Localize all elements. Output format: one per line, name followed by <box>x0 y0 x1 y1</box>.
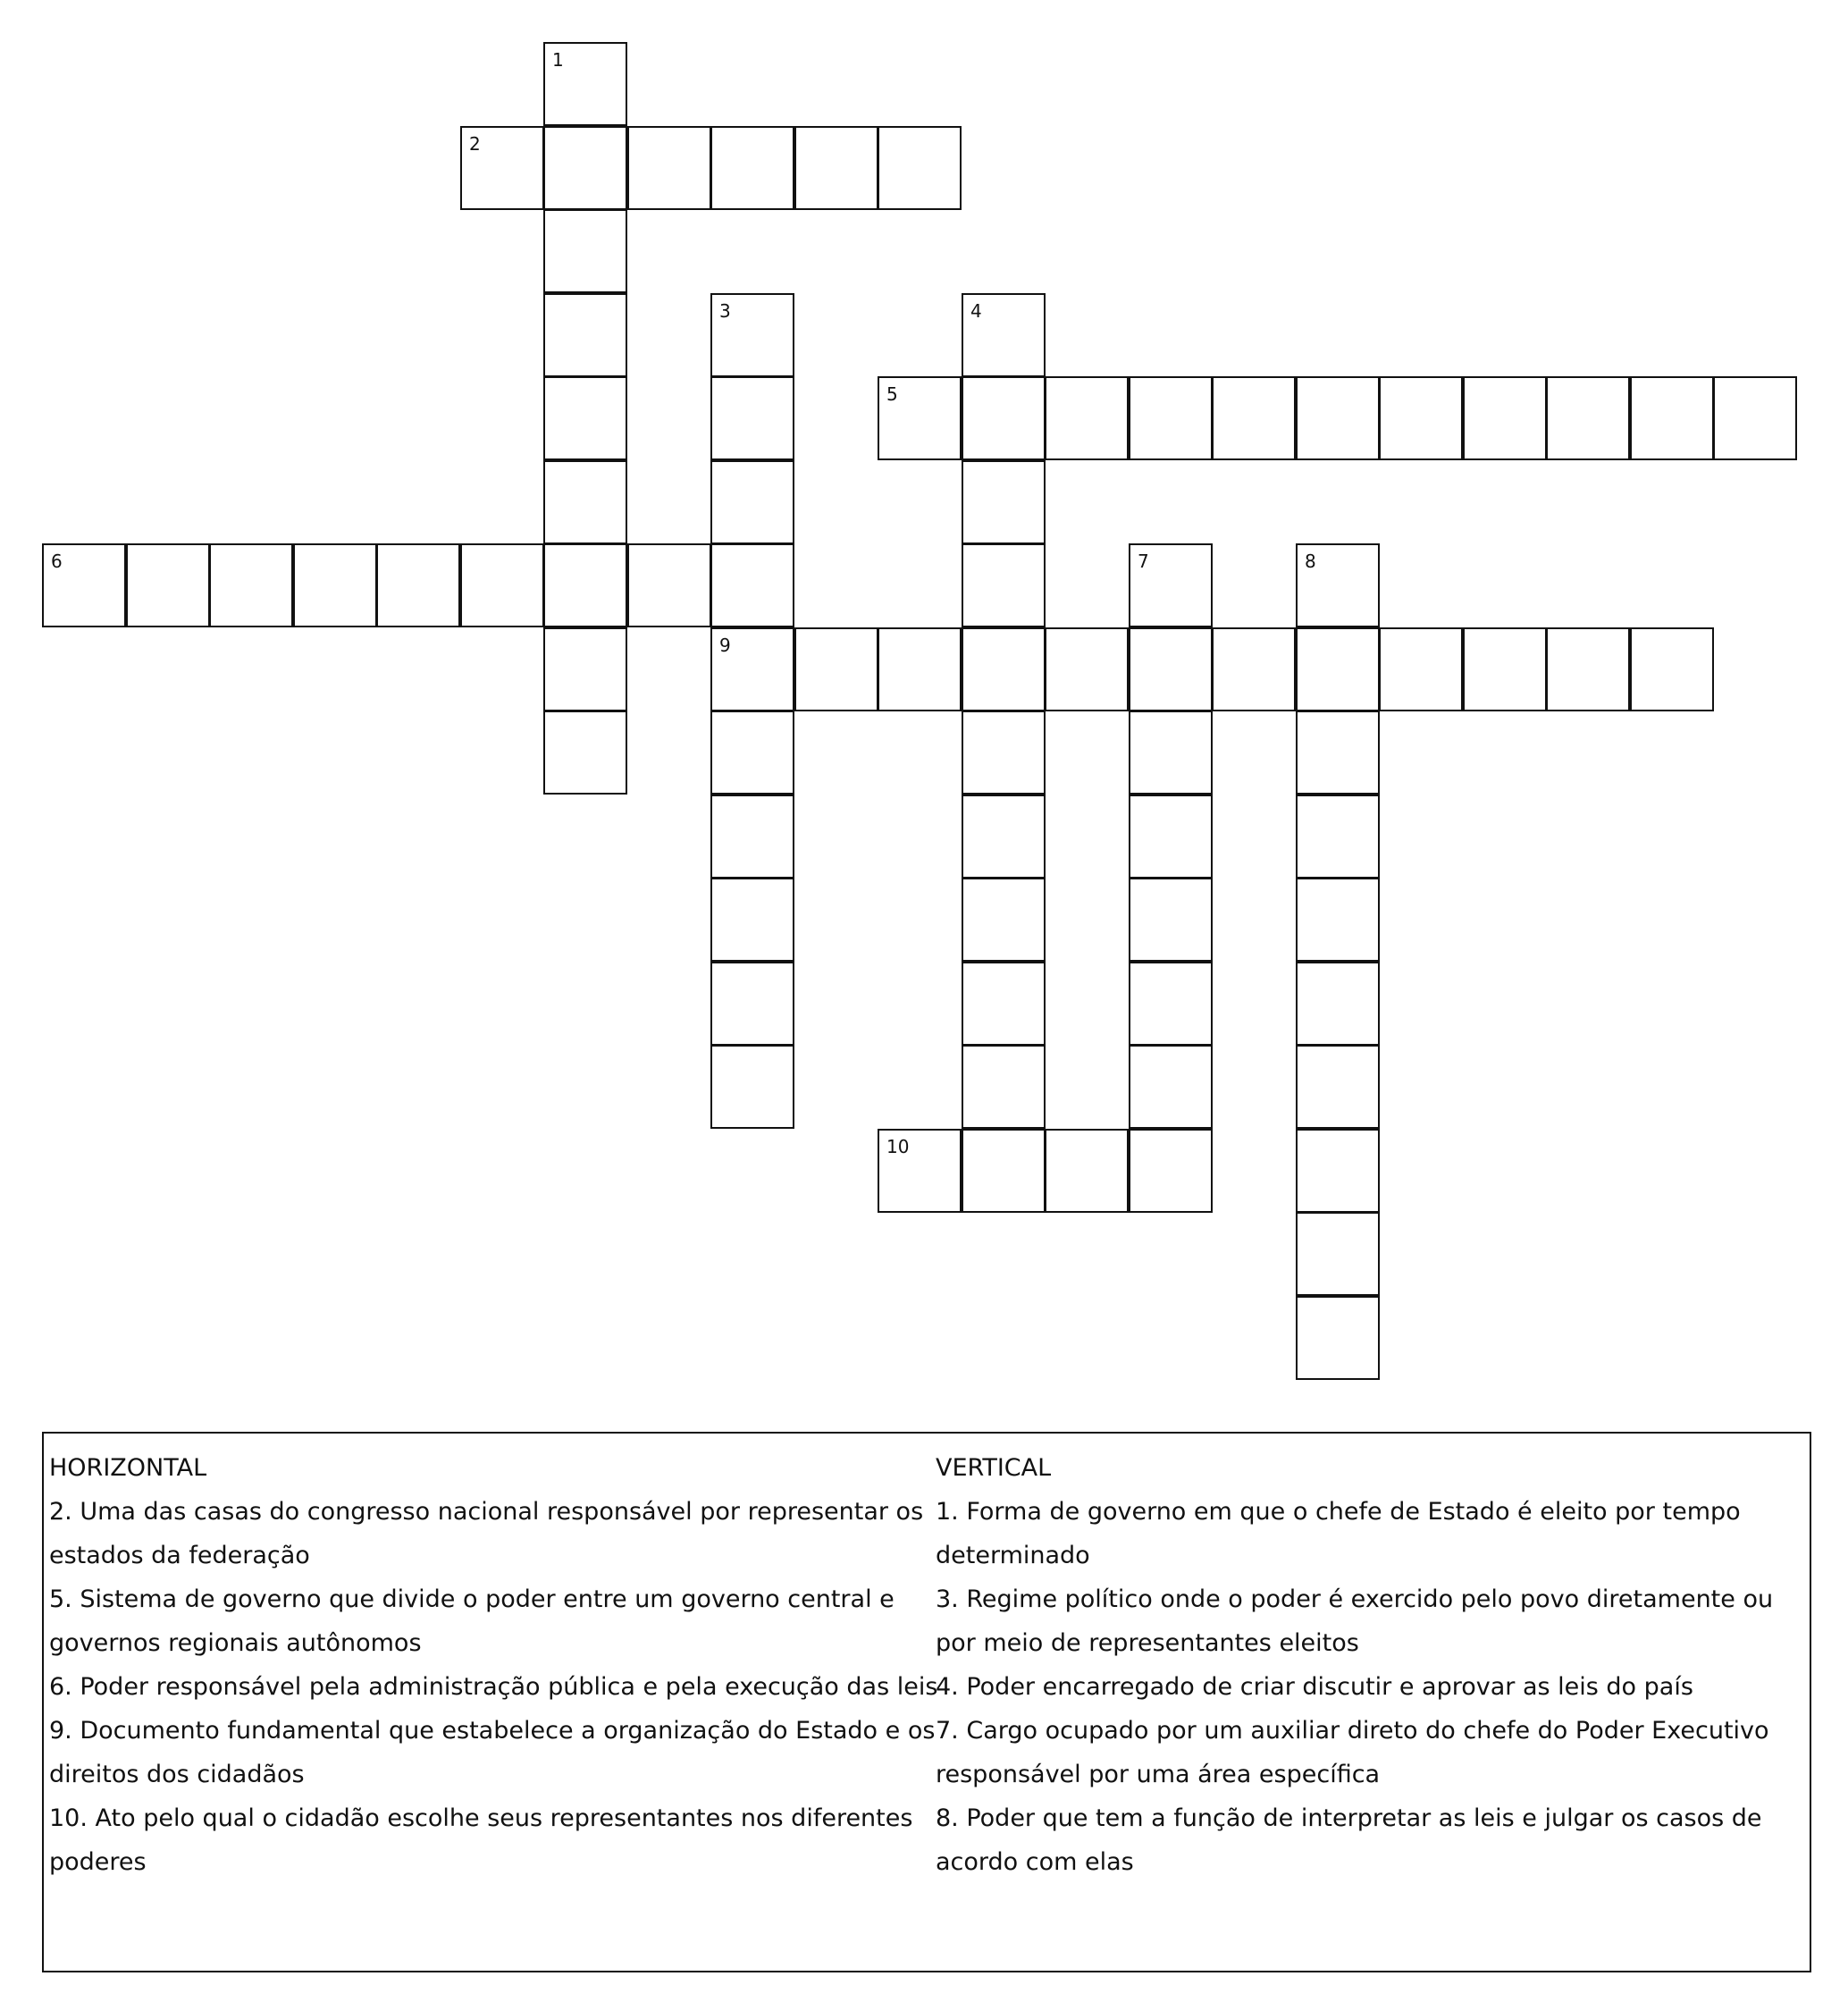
grid-cell[interactable] <box>1296 878 1380 962</box>
grid-cell[interactable] <box>1630 627 1714 711</box>
vertical-heading: VERTICAL <box>936 1454 1052 1482</box>
vertical-clues <box>936 1446 1807 1884</box>
grid-cell[interactable] <box>543 42 627 126</box>
grid-cell[interactable] <box>543 209 627 293</box>
grid-cell[interactable] <box>1296 1045 1380 1129</box>
grid-cell[interactable] <box>1296 711 1380 795</box>
grid-cell[interactable] <box>1129 962 1213 1046</box>
clues-box <box>42 1432 1811 1972</box>
cell-number: 3 <box>719 300 731 322</box>
grid-cell[interactable] <box>1296 627 1380 711</box>
vertical-clue-8: 8. Poder que tem a função de interpretar as leis e julgar os casos de acordo com elas <box>936 1804 1762 1876</box>
grid-cell[interactable] <box>543 627 627 711</box>
grid-cell[interactable] <box>543 460 627 544</box>
grid-cell[interactable] <box>710 293 794 377</box>
grid-cell[interactable] <box>627 543 711 627</box>
cell-number: 9 <box>719 635 731 656</box>
cell-number: 1 <box>552 49 564 71</box>
grid-cell[interactable] <box>1129 1045 1213 1129</box>
cell-number: 2 <box>469 133 481 155</box>
grid-cell[interactable] <box>962 962 1046 1046</box>
grid-cell[interactable] <box>1129 627 1213 711</box>
horizontal-clue-9: 9. Documento fundamental que estabelece a organização do Estado e os direitos dos cidadãos <box>49 1717 936 1788</box>
vertical-clue-4: 4. Poder encarregado de criar discutir e aprovar as leis do país <box>936 1673 1693 1701</box>
grid-cell[interactable] <box>1379 627 1463 711</box>
grid-cell[interactable] <box>878 126 962 210</box>
grid-cell[interactable] <box>710 543 794 627</box>
grid-cell[interactable] <box>1129 878 1213 962</box>
grid-cell[interactable] <box>376 543 460 627</box>
grid-cell[interactable] <box>1463 376 1547 460</box>
grid-cell[interactable] <box>878 376 962 460</box>
grid-cell[interactable] <box>1713 376 1797 460</box>
grid-cell[interactable] <box>962 1045 1046 1129</box>
horizontal-clue-6: 6. Poder responsável pela administração pública e pela execução das leis <box>49 1673 938 1701</box>
grid-cell[interactable] <box>878 627 962 711</box>
grid-cell[interactable] <box>1129 795 1213 879</box>
grid-cell[interactable] <box>1296 795 1380 879</box>
grid-cell[interactable] <box>460 543 544 627</box>
grid-cell[interactable] <box>543 126 627 210</box>
grid-cell[interactable] <box>1212 627 1296 711</box>
grid-cell[interactable] <box>710 627 794 711</box>
cell-number: 6 <box>51 551 63 572</box>
horizontal-heading: HORIZONTAL <box>49 1454 207 1482</box>
grid-cell[interactable] <box>1129 543 1213 627</box>
horizontal-clue-5: 5. Sistema de governo que divide o poder entre um governo central e governos regionais autônomos <box>49 1585 895 1657</box>
grid-cell[interactable] <box>1045 1129 1129 1213</box>
cell-number: 4 <box>970 300 982 322</box>
grid-cell[interactable] <box>1045 376 1129 460</box>
grid-cell[interactable] <box>962 376 1046 460</box>
grid-cell[interactable] <box>209 543 293 627</box>
grid-cell[interactable] <box>710 711 794 795</box>
horizontal-clues <box>49 1446 943 1884</box>
vertical-clue-1: 1. Forma de governo em que o chefe de Estado é eleito por tempo determinado <box>936 1498 1741 1569</box>
grid-cell[interactable] <box>1296 962 1380 1046</box>
grid-cell[interactable] <box>710 795 794 879</box>
grid-cell[interactable] <box>794 126 878 210</box>
grid-cell[interactable] <box>1129 1129 1213 1213</box>
grid-cell[interactable] <box>962 795 1046 879</box>
grid-cell[interactable] <box>962 460 1046 544</box>
grid-cell[interactable] <box>543 711 627 795</box>
grid-cell[interactable] <box>962 711 1046 795</box>
vertical-clue-7: 7. Cargo ocupado por um auxiliar direto do chefe do Poder Executivo responsável por uma área específica <box>936 1717 1769 1788</box>
grid-cell[interactable] <box>962 1129 1046 1213</box>
horizontal-clue-10: 10. Ato pelo qual o cidadão escolhe seus representantes nos diferentes poderes <box>49 1804 913 1876</box>
grid-cell[interactable] <box>1296 1212 1380 1296</box>
grid-cell[interactable] <box>543 543 627 627</box>
grid-cell[interactable] <box>710 878 794 962</box>
cell-number: 8 <box>1305 551 1316 572</box>
grid-cell[interactable] <box>1212 376 1296 460</box>
grid-cell[interactable] <box>1296 376 1380 460</box>
grid-cell[interactable] <box>543 293 627 377</box>
grid-cell[interactable] <box>710 962 794 1046</box>
grid-cell[interactable] <box>878 1129 962 1213</box>
grid-cell[interactable] <box>627 126 711 210</box>
grid-cell[interactable] <box>1045 627 1129 711</box>
grid-cell[interactable] <box>1630 376 1714 460</box>
cell-number: 5 <box>886 383 898 405</box>
grid-cell[interactable] <box>1129 376 1213 460</box>
grid-cell[interactable] <box>710 376 794 460</box>
grid-cell[interactable] <box>962 543 1046 627</box>
grid-cell[interactable] <box>962 627 1046 711</box>
grid-cell[interactable] <box>710 126 794 210</box>
grid-cell[interactable] <box>710 460 794 544</box>
grid-cell[interactable] <box>1546 376 1630 460</box>
grid-cell[interactable] <box>1546 627 1630 711</box>
grid-cell[interactable] <box>1379 376 1463 460</box>
grid-cell[interactable] <box>794 627 878 711</box>
grid-cell[interactable] <box>962 878 1046 962</box>
cell-number: 7 <box>1138 551 1149 572</box>
grid-cell[interactable] <box>126 543 210 627</box>
grid-cell[interactable] <box>1296 1129 1380 1213</box>
horizontal-clue-2: 2. Uma das casas do congresso nacional responsável por representar os estados da federação <box>49 1498 924 1569</box>
grid-cell[interactable] <box>1296 543 1380 627</box>
grid-cell[interactable] <box>710 1045 794 1129</box>
cell-number: 10 <box>886 1136 910 1157</box>
grid-cell[interactable] <box>962 293 1046 377</box>
grid-cell[interactable] <box>42 543 126 627</box>
vertical-clue-3: 3. Regime político onde o poder é exercido pelo povo diretamente ou por meio de representantes eleitos <box>936 1585 1774 1657</box>
grid-cell[interactable] <box>1463 627 1547 711</box>
grid-cell[interactable] <box>460 126 544 210</box>
grid-cell[interactable] <box>543 376 627 460</box>
grid-cell[interactable] <box>1129 711 1213 795</box>
grid-cell[interactable] <box>293 543 377 627</box>
grid-cell[interactable] <box>1296 1296 1380 1380</box>
